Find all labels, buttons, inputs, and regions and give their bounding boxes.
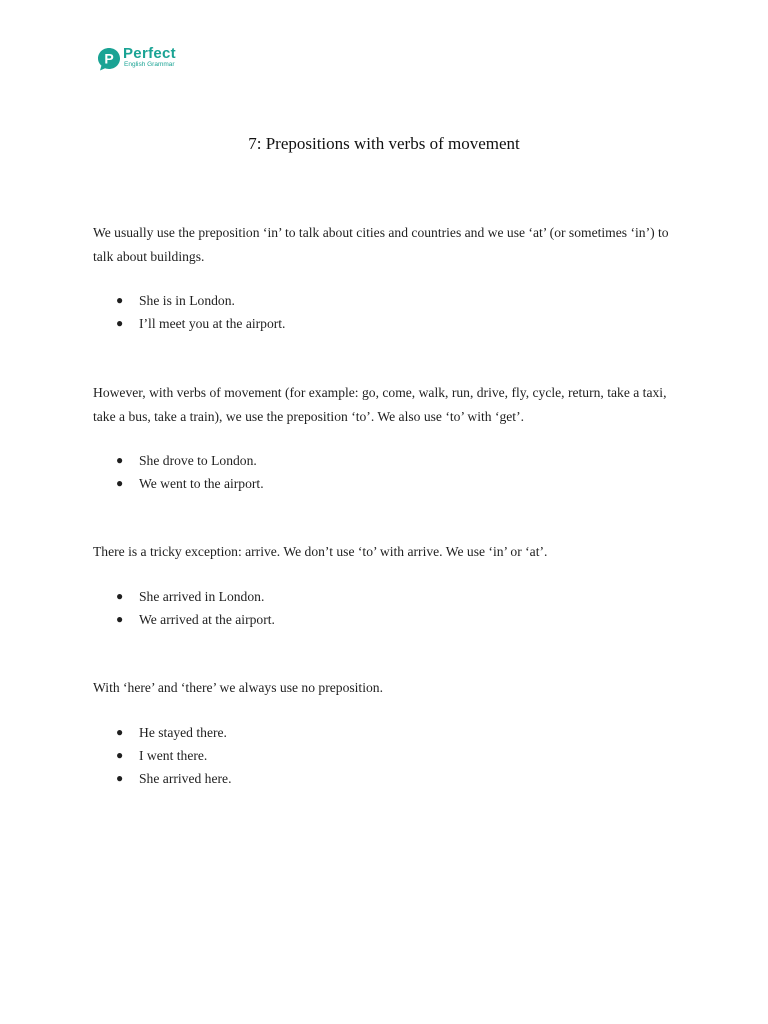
bullet-icon: ● [116,748,124,762]
svg-text:P: P [104,50,114,67]
list-item [93,608,275,631]
speech-bubble-logo-icon [97,47,121,71]
bullet-icon: ● [116,612,124,626]
section-paragraph: We usually use the preposition ‘in’ to talk about cities and countries and we use ‘at’ (or sometimes ‘in’) to talk about buildings. [93,225,669,264]
example-sentence: She arrived here. [139,771,232,786]
section-paragraph: There is a tricky exception: arrive. We don’t use ‘to’ with arrive. We use ‘in’ or ‘at’. [93,544,548,559]
logo-wordmark: Perfect [123,45,176,62]
example-list [93,449,264,495]
list-item [93,767,231,790]
example-sentence: We went to the airport. [139,476,264,491]
bullet-icon: ● [116,589,124,603]
example-sentence: He stayed there. [139,725,227,740]
logo-tagline: English Grammar [124,61,175,68]
bullet-icon: ● [116,771,124,785]
example-sentence: She drove to London. [139,453,257,468]
list-item [93,472,264,495]
example-list [93,585,275,631]
section-paragraph: However, with verbs of movement (for example: go, come, walk, run, drive, fly, cycle, return, take a taxi, take a bus, take a train), we use the preposition ‘to’. We also use ‘to’ with ‘get’. [93,385,667,424]
brand-logo [97,45,197,73]
bullet-icon: ● [116,725,124,739]
example-sentence: I’ll meet you at the airport. [139,316,286,331]
example-sentence: We arrived at the airport. [139,612,275,627]
list-item [93,721,231,744]
example-sentence: She arrived in London. [139,589,265,604]
list-item [93,744,231,767]
list-item [93,585,275,608]
example-list [93,721,231,790]
bullet-icon: ● [116,293,124,307]
example-list [93,289,285,335]
bullet-icon: ● [116,476,124,490]
example-sentence: I went there. [139,748,208,763]
section-paragraph: With ‘here’ and ‘there’ we always use no preposition. [93,680,383,695]
bullet-icon: ● [116,453,124,467]
example-sentence: She is in London. [139,293,235,308]
page-title: 7: Prepositions with verbs of movement [248,134,520,153]
bullet-icon: ● [116,316,124,330]
list-item [93,312,285,335]
list-item [93,449,264,472]
list-item [93,289,285,312]
